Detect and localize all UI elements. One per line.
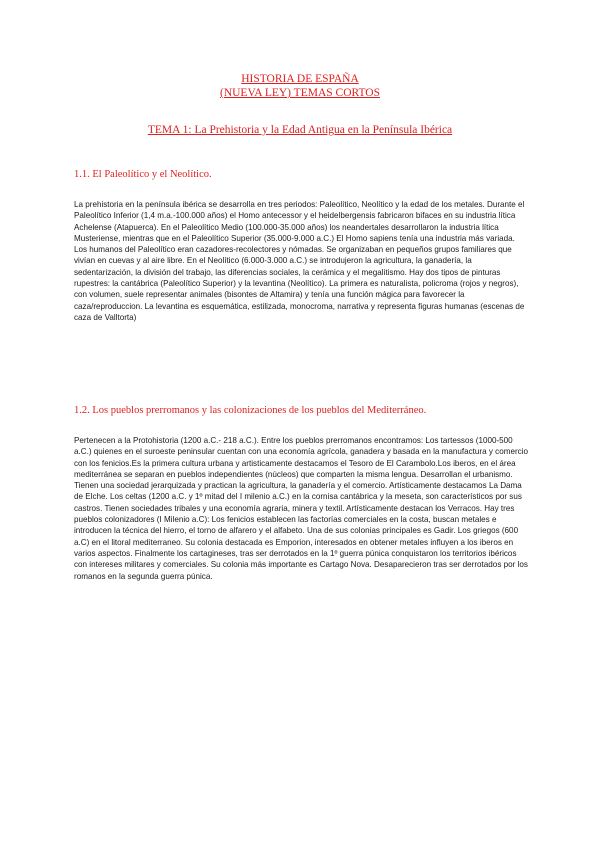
title-line-2: (NUEVA LEY) TEMAS CORTOS	[219, 87, 380, 99]
section-heading-2: 1.2. Los pueblos prerromanos y las colonizaciones de los pueblos del Mediterráneo.	[74, 405, 427, 416]
section-body-2: Pertenecen a la Protohistoria (1200 a.C.- 218 a.C.). Entre los pueblos prerromanos encontramos: Los tartessos (1000-500 a.C.) quienes en el suroeste peninsular cuentan con una economía agrícola, ganadera y basada en la manufactura y comercio con los fenicios.Es la primera cultura urbana y artisticamente destacamos el Tesoro de El Carambolo.Los iberos, en el área mediterránea se separan en pueblos independientes (núcleos) que comparten la misma lengua. Desarrollan el urbanismo. Tienen una sociedad jerarquizada y practican la agricultura, la ganadería y el comercio. Artísticamente destacamos La Dama de Elche. Los celtas (1200 a.C. y 1º mitad del I milenio a.C.) en la cornisa cantábrica y la meseta, son característicos por sus castros. Tienen sociedades tribales y una economía agraria, minera y textil. Artísticamente destacan los Verracos. Hay tres pueblos colonizadores (I Milenio a.C): Los fenicios establecen las factorías comerciales en la costa, buscan metales e introducen la técnica del hierro, el torno de alfarero y el alfabeto. Una de sus colonias principales es Gadir. Los griegos (600 a.C) en el litoral mediterraneo. Su colonia destacada es Emporion, interesados en obtener metales influyen a los iberos en varios aspectos. Finalmente los cartagineses, tras ser derrotados en la 1º guerra púnica conquistaron los territorios ibéricos con intereses militares y comerciales. Su colonia más importante es Cartago Nova. Desaparecieron tras ser derrotados por los romanos en la segunda guerra púnica.	[74, 436, 528, 581]
title-line-1: HISTORIA DE ESPAÑA	[241, 73, 359, 85]
document-title	[0, 72, 600, 100]
section-body-1: La prehistoria en la península ibérica se desarrolla en tres periodos: Paleolítico, Neolítico y la edad de los metales. Durante el Paleolítico Inferior (1,4 m.a.-100.000 años) el Homo antecessor y el heidelbergensis fabricaron bifaces en su industria lítica Achelense (Atapuerca). En el Paleolítico Medio (100.000-35.000 años) los neandertales desarrollaron la industria lítica Musteriense, mientras que en el Paleolítico Superior (35.000-9.000 a.C.) El Homo sapiens tenía una industria más variada. Los humanos del Paleolítico eran cazadores-recolectores y nómadas. Se organizaban en pequeños grupos familiares que vivían en cuevas y al aire libre. En el Neolítico (6.000-3.000 a.C.) se introdujeron la agricultura, la ganadería, la sedentarización, la división del trabajo, las diferencias sociales, la cerámica y el megalitismo. Hay dos tipos de pinturas rupestres: la cantábrica (Paleolítico Superior) y la levantina (Neolítico). La primera es naturalista, policroma (rojos y negros), con volumen, suele representar animales (bisontes de Altamira) y tenía una función mágica para favorecer la caza/reproduccion. La levantina es esquemática, estilizada, monocroma, narrativa y representa figuras humanas (escenas de caza de Valltorta)	[74, 200, 525, 322]
tema-heading: TEMA 1: La Prehistoria y la Edad Antigua en la Península Ibérica	[147, 124, 453, 136]
section-heading-1: 1.1. El Paleolítico y el Neolítico.	[74, 169, 212, 180]
